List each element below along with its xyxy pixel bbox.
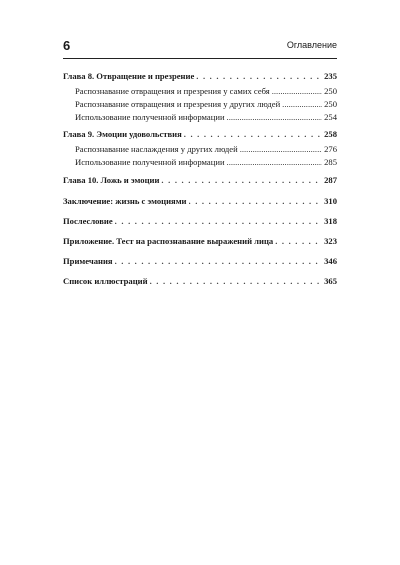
toc-entry-page: 258 — [324, 129, 337, 139]
toc-section[interactable] — [63, 86, 337, 97]
toc-entry-page: 276 — [324, 144, 337, 154]
toc-entry-title: Послесловие — [63, 216, 113, 226]
dot-leader — [282, 99, 322, 110]
dot-leader — [240, 144, 322, 155]
toc-section[interactable] — [63, 112, 337, 123]
dot-leader — [115, 216, 322, 227]
toc-entry-page: 235 — [324, 71, 337, 81]
toc-illustrations[interactable] — [63, 276, 337, 287]
toc-entry-page: 285 — [324, 157, 337, 167]
toc-entry-page: 365 — [324, 276, 337, 286]
running-head: Оглавление — [286, 40, 337, 50]
toc-entry-title: Приложение. Тест на распознавание выражений лица — [63, 236, 274, 246]
toc-entry-page: 346 — [324, 256, 337, 266]
toc-entry-title: Распознавание отвращения и презрения у других людей — [75, 99, 281, 109]
toc-entry-title: Глава 10. Ложь и эмоции — [63, 175, 160, 185]
toc-entry-page: 323 — [324, 236, 337, 246]
toc-entry-title: Использование полученной информации — [75, 157, 225, 167]
toc-entry-page: 254 — [324, 112, 337, 122]
toc-section[interactable] — [63, 144, 337, 155]
toc-entry-title: Глава 8. Отвращение и презрение — [63, 71, 195, 81]
toc-entry-page: 310 — [324, 196, 337, 206]
toc-entry-title: Распознавание отвращения и презрения у самих себя — [75, 86, 270, 96]
toc-entry-page: 250 — [324, 99, 337, 109]
toc-section[interactable] — [63, 157, 337, 168]
toc-entry-title: Список иллюстраций — [63, 276, 148, 286]
dot-leader — [184, 129, 322, 140]
dot-leader — [272, 86, 322, 97]
dot-leader — [150, 276, 323, 287]
toc-afterword[interactable] — [63, 216, 337, 227]
dot-leader — [115, 256, 323, 267]
toc-entry-page: 287 — [324, 175, 337, 185]
toc-entry-page: 250 — [324, 86, 337, 96]
toc-conclusion[interactable] — [63, 196, 337, 207]
toc-chapter-8[interactable] — [63, 71, 337, 82]
dot-leader — [275, 236, 322, 247]
toc-notes[interactable] — [63, 256, 337, 267]
toc-entry-title: Глава 9. Эмоции удовольствия — [63, 129, 182, 139]
toc-section[interactable] — [63, 99, 337, 110]
toc-entry-title: Распознавание наслаждения у других людей — [75, 144, 238, 154]
dot-leader — [227, 157, 323, 168]
toc-entry-title: Использование полученной информации — [75, 112, 225, 122]
toc-entry-page: 318 — [324, 216, 337, 226]
dot-leader — [227, 112, 323, 123]
page-number: 6 — [63, 38, 71, 53]
dot-leader — [189, 196, 323, 207]
header-rule — [63, 58, 337, 59]
toc-entry-title: Заключение: жизнь с эмоциями — [63, 196, 187, 206]
toc-chapter-10[interactable] — [63, 175, 337, 186]
dot-leader — [196, 71, 322, 82]
dot-leader — [161, 175, 322, 186]
toc-appendix[interactable] — [63, 236, 337, 247]
toc-entry-title: Примечания — [63, 256, 113, 266]
toc-chapter-9[interactable] — [63, 129, 337, 140]
